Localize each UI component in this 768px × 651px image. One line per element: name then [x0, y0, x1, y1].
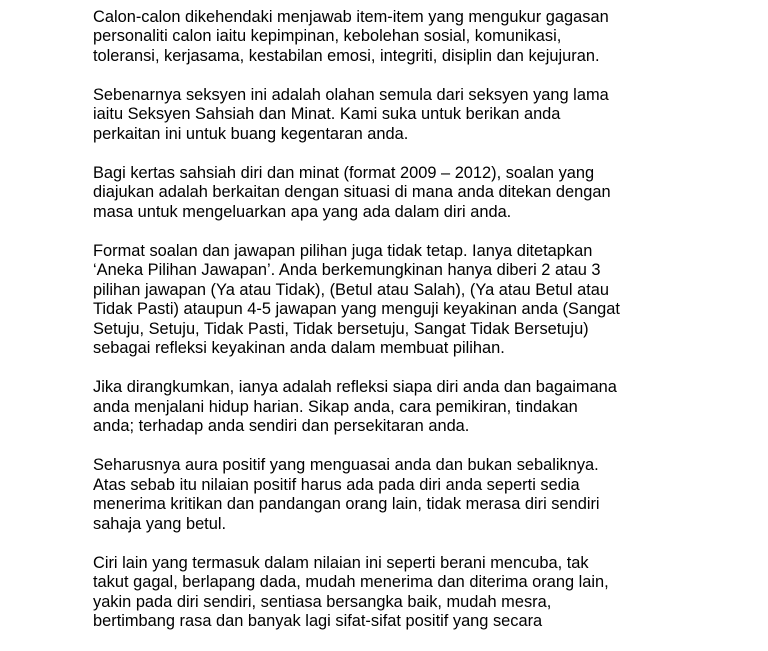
text-line: Tidak Pasti) ataupun 4-5 jawapan yang menguji keyakinan anda (Sangat — [93, 300, 620, 319]
text-line: Calon-calon dikehendaki menjawab item-item yang mengukur gagasan — [93, 8, 609, 26]
text-line: anda menjalani hidup harian. Sikap anda, cara pemikiran, tindakan — [93, 397, 578, 416]
text-line: anda; terhadap anda sendiri dan persekitaran anda. — [93, 417, 470, 436]
text-line: menerima kritikan dan pandangan orang lain, tidak merasa diri sendiri — [93, 495, 600, 514]
text-line: diajukan adalah berkaitan dengan situasi di mana anda ditekan dengan — [93, 183, 611, 202]
text-line: sebagai refleksi keyakinan anda dalam membuat pilihan. — [93, 339, 505, 358]
paragraph-exam-format-years — [93, 164, 733, 222]
paragraph-other-traits — [93, 554, 733, 632]
text-line: perkaitan ini untuk buang kegentaran anda. — [93, 124, 409, 143]
text-line: Atas sebab itu nilaian positif harus ada pada diri anda seperti sedia — [93, 475, 580, 494]
text-line: pilihan jawapan (Ya atau Tidak), (Betul atau Salah), (Ya atau Betul atau — [93, 280, 610, 299]
paragraph-reflection-summary — [93, 378, 733, 436]
paragraph-personality-traits — [93, 8, 733, 66]
text-line: Setuju, Setuju, Tidak Pasti, Tidak bersetuju, Sangat Tidak Bersetuju) — [93, 319, 589, 338]
text-line: Bagi kertas sahsiah diri dan minat (format 2009 – 2012), soalan yang — [93, 164, 595, 183]
text-line: takut gagal, berlapang dada, mudah menerima dan diterima orang lain, — [93, 573, 609, 592]
text-line: iaitu Seksyen Sahsiah dan Minat. Kami suka untuk berikan anda — [93, 105, 561, 124]
text-line: sahaja yang betul. — [93, 514, 227, 533]
text-line: yakin pada diri sendiri, sentiasa bersangka baik, mudah mesra, — [93, 592, 552, 611]
paragraph-section-origin — [93, 86, 733, 144]
text-line: personaliti calon iaitu kepimpinan, kebolehan sosial, komunikasi, — [93, 27, 562, 46]
text-line: bertimbang rasa dan banyak lagi sifat-sifat positif yang secara — [93, 611, 543, 630]
text-line: Jika dirangkumkan, ianya adalah refleksi siapa diri anda dan bagaimana — [93, 378, 617, 397]
text-line: toleransi, kerjasama, kestabilan emosi, integriti, disiplin dan kejujuran. — [93, 46, 600, 65]
paragraph-answer-choices — [93, 242, 733, 358]
text-line: ‘Aneka Pilihan Jawapan’. Anda berkemungkinan hanya diberi 2 atau 3 — [93, 261, 601, 280]
paragraph-positive-aura — [93, 456, 733, 534]
text-line: masa untuk mengeluarkan apa yang ada dalam diri anda. — [93, 202, 512, 221]
text-line: Seharusnya aura positif yang menguasai anda dan bukan sebaliknya. — [93, 456, 599, 475]
text-line: Ciri lain yang termasuk dalam nilaian ini seperti berani mencuba, tak — [93, 553, 589, 572]
text-line: Format soalan dan jawapan pilihan juga tidak tetap. Ianya ditetapkan — [93, 242, 593, 261]
text-line: Sebenarnya seksyen ini adalah olahan semula dari seksyen yang lama — [93, 86, 609, 105]
document-page — [93, 8, 733, 651]
